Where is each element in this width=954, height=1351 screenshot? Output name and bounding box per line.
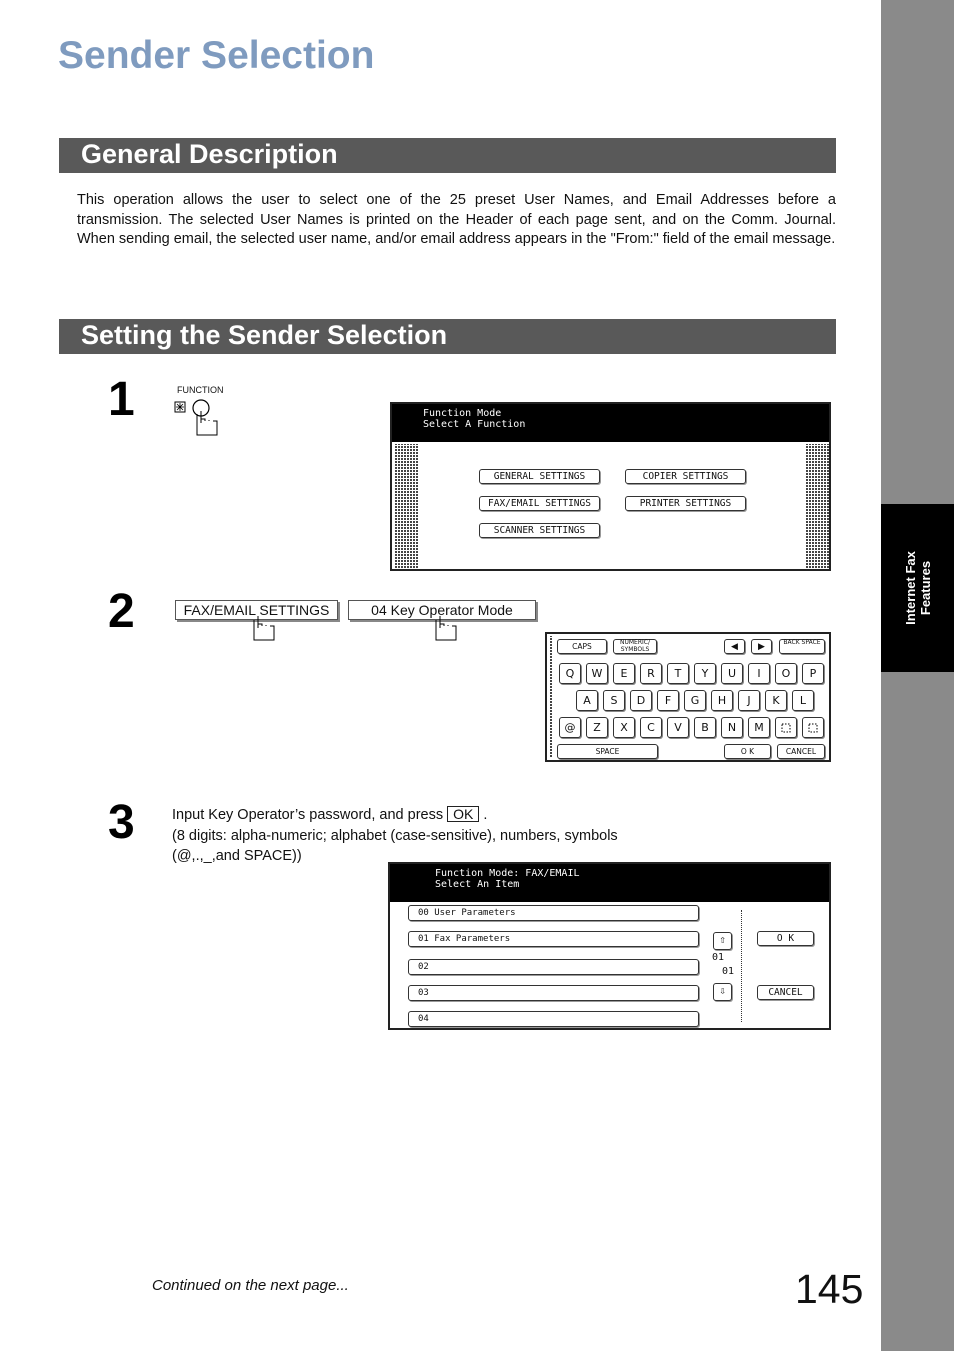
side-tab <box>881 504 954 672</box>
scroll-up-icon[interactable]: ⇧ <box>713 932 732 950</box>
function-key-label: FUNCTION <box>177 385 224 395</box>
section-heading: General Description <box>81 139 338 169</box>
key-m[interactable]: M <box>748 717 770 738</box>
function-mode-screen <box>390 402 831 571</box>
key-operator-mode-key[interactable]: 04 Key Operator Mode <box>348 600 536 620</box>
key-d[interactable]: D <box>630 690 652 711</box>
right-arrow-key[interactable]: ▶ <box>751 639 772 654</box>
key-b[interactable]: B <box>694 717 716 738</box>
key-o[interactable]: O <box>775 663 797 684</box>
step-number: 1 <box>108 373 135 426</box>
screen-header: Function Mode: FAX/EMAIL Select An Item <box>390 864 829 902</box>
fax-email-settings-button[interactable]: FAX/EMAIL SETTINGS <box>479 496 600 511</box>
fax-email-settings-key[interactable]: FAX/EMAIL SETTINGS <box>175 600 338 620</box>
side-tab-label: Internet Fax Features <box>902 551 933 625</box>
step3-instructions: Input Key Operator’s password, and press OK . (8 digits: alpha-numeric; alphabet (case-sensitive), numbers, symbols (@,.,_,and SPACE)) <box>172 806 618 864</box>
scanner-settings-button[interactable]: SCANNER SETTINGS <box>479 523 600 538</box>
general-description-header <box>59 138 836 173</box>
fax-email-screen <box>388 862 831 1030</box>
numeric-symbols-key[interactable]: NUMERIC/ SYMBOLS <box>613 639 657 654</box>
key-x[interactable]: X <box>613 717 635 738</box>
key-i[interactable]: I <box>748 663 770 684</box>
key-z[interactable]: Z <box>586 717 608 738</box>
step-number: 2 <box>108 585 135 638</box>
key-y[interactable]: Y <box>694 663 716 684</box>
function-key-press-icon <box>173 397 221 437</box>
key-t[interactable]: T <box>667 663 689 684</box>
press-hand-icon <box>250 614 276 642</box>
key-at[interactable]: @ <box>559 717 581 738</box>
key-q[interactable]: Q <box>559 663 581 684</box>
list-item[interactable]: 03 <box>408 985 699 1001</box>
scroll-down-icon[interactable]: ⇩ <box>713 983 732 1001</box>
ok-key-reference: OK <box>447 806 479 822</box>
divider <box>741 910 742 1022</box>
list-item[interactable]: 02 <box>408 959 699 975</box>
left-arrow-key[interactable]: ◀ <box>724 639 745 654</box>
screen-pattern <box>394 444 418 569</box>
key-symbol-2[interactable] <box>802 717 824 738</box>
key-h[interactable]: H <box>711 690 733 711</box>
caps-key[interactable]: CAPS <box>557 639 607 654</box>
key-s[interactable]: S <box>603 690 625 711</box>
page-title: Sender Selection <box>58 34 375 77</box>
step-number: 3 <box>108 796 135 849</box>
key-l[interactable]: L <box>792 690 814 711</box>
continued-note: Continued on the next page... <box>152 1277 349 1294</box>
cancel-button[interactable]: CANCEL <box>757 985 814 1000</box>
list-item[interactable]: 00 User Parameters <box>408 905 699 921</box>
key-v[interactable]: V <box>667 717 689 738</box>
screen-pattern <box>549 636 553 758</box>
space-key[interactable]: SPACE <box>557 744 658 759</box>
key-g[interactable]: G <box>684 690 706 711</box>
page-number: 145 <box>795 1266 864 1312</box>
key-j[interactable]: J <box>738 690 760 711</box>
page-indicator: 01 01 <box>712 952 734 977</box>
key-r[interactable]: R <box>640 663 662 684</box>
screen-header: Function Mode Select A Function <box>392 404 829 442</box>
key-e[interactable]: E <box>613 663 635 684</box>
key-p[interactable]: P <box>802 663 824 684</box>
key-f[interactable]: F <box>657 690 679 711</box>
general-description-text: This operation allows the user to select one of the 25 preset User Names, and Email Addresses before a transmission. The selected User Names is printed on the Header of each page sent, and on the Comm. Journal. When sending email, the selected user name, and/or email address appears in the "From:" field of the email message. <box>77 192 836 247</box>
copier-settings-button[interactable]: COPIER SETTINGS <box>625 469 746 484</box>
side-bar <box>881 0 954 1351</box>
key-k[interactable]: K <box>765 690 787 711</box>
screen-pattern <box>805 444 829 569</box>
list-item[interactable]: 01 Fax Parameters <box>408 931 699 947</box>
key-symbol-1[interactable] <box>775 717 797 738</box>
general-settings-button[interactable]: GENERAL SETTINGS <box>479 469 600 484</box>
ok-button[interactable]: O K <box>757 931 814 946</box>
cancel-key[interactable]: CANCEL <box>777 744 825 759</box>
key-u[interactable]: U <box>721 663 743 684</box>
key-n[interactable]: N <box>721 717 743 738</box>
press-hand-icon <box>432 614 458 642</box>
keyboard-screen <box>545 632 831 762</box>
setting-header <box>59 319 836 354</box>
section-heading: Setting the Sender Selection <box>81 320 448 350</box>
key-w[interactable]: W <box>586 663 608 684</box>
key-c[interactable]: C <box>640 717 662 738</box>
back-space-key[interactable]: BACK SPACE <box>779 639 825 654</box>
ok-key[interactable]: O K <box>724 744 771 759</box>
key-a[interactable]: A <box>576 690 598 711</box>
list-item[interactable]: 04 <box>408 1011 699 1027</box>
printer-settings-button[interactable]: PRINTER SETTINGS <box>625 496 746 511</box>
